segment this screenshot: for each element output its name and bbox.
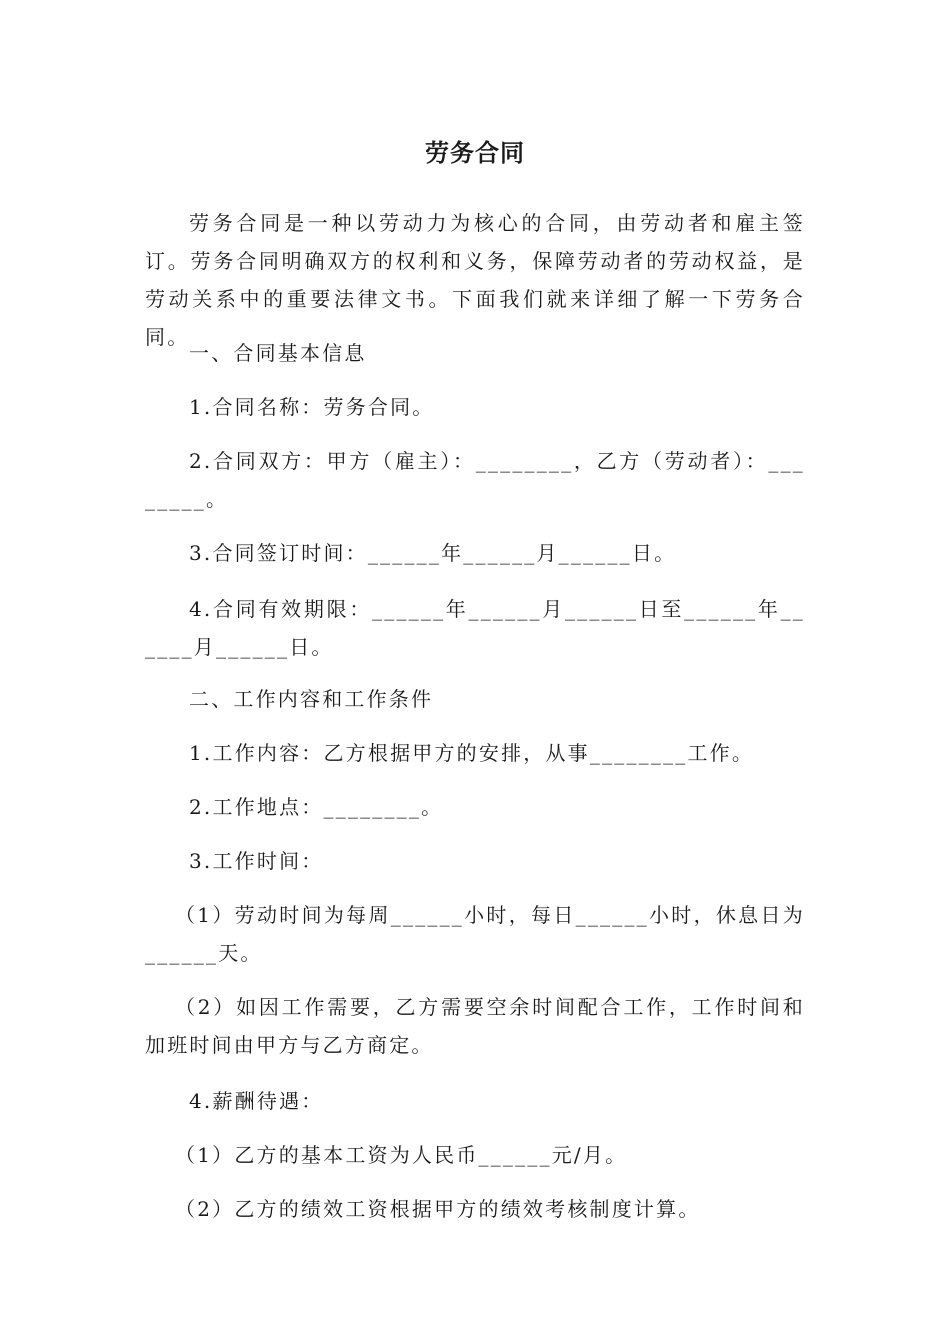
section-heading-basic-info: 一、合同基本信息 (189, 341, 367, 365)
work-location-item: 2.工作地点：________。 (189, 795, 444, 819)
section-heading-work-content: 二、工作内容和工作条件 (189, 687, 434, 711)
base-salary-subitem: （1）乙方的基本工资为人民币______元/月。 (175, 1143, 628, 1167)
contract-name-item: 1.合同名称：劳务合同。 (189, 395, 435, 419)
contract-sign-date-item: 3.合同签订时间：______年______月______日。 (189, 541, 677, 565)
contract-parties-item: 2.合同双方：甲方（雇主）：________，乙方（劳动者）：________。 (145, 449, 805, 511)
work-content-item: 1.工作内容：乙方根据甲方的安排，从事________工作。 (189, 741, 755, 765)
contract-validity-item: 4.合同有效期限：______年______月______日至______年______月______日。 (145, 597, 805, 659)
work-time-item: 3.工作时间： (189, 849, 324, 873)
performance-salary-subitem: （2）乙方的绩效工资根据甲方的绩效考核制度计算。 (175, 1197, 701, 1221)
overtime-subitem: （2）如因工作需要，乙方需要空余时间配合工作，工作时间和加班时间由甲方与乙方商定。 (145, 995, 805, 1057)
salary-item: 4.薪酬待遇： (189, 1089, 324, 1113)
work-hours-subitem: （1）劳动时间为每周______小时，每日______小时，休息日为______天。 (145, 903, 805, 965)
intro-paragraph: 劳务合同是一种以劳动力为核心的合同，由劳动者和雇主签订。劳务合同明确双方的权利和义务，保障劳动者的劳动权益，是劳动关系中的重要法律文书。下面我们就来详细了解一下劳务合同。 (145, 211, 805, 349)
document-title: 劳务合同 (425, 139, 525, 167)
